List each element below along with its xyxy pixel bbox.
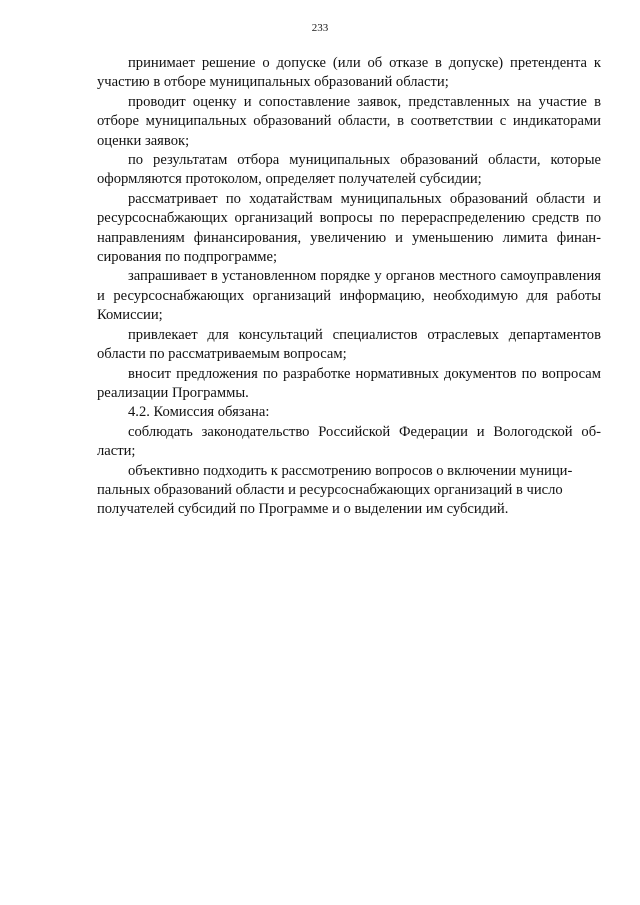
document-body (97, 54, 601, 520)
paragraph-funds-redistribution: рассматривает по ходатайствам муниципальных образований области и ресурсоснабжающих организаций вопросы по перераспределению средств по направлениям финансирования, увеличению и уменьшению лимита финансирования по подпрограмме; (97, 190, 601, 266)
paragraph-information-request: запрашивает в установленном порядке у органов местного самоуправления и ресурсоснабжающих организаций информацию, необходимую для работы Комиссии; (97, 268, 601, 324)
paragraph-subsidy-recipients: по результатам отбора муниципальных образований области, которые оформляются протоколом, определяет получателей субсидии; (97, 152, 601, 188)
paragraph-admission-decision: принимает решение о допуске (или об отказе в допуске) претендента к участию в отборе муниципальных образований области; (97, 55, 601, 91)
paragraph-specialists-consultation: привлекает для консультаций специалистов отраслевых департаментов области по рассматриваемым вопросам; (97, 326, 601, 363)
paragraph-objective-consideration: объективно подходить к рассмотрению вопросов о включении муниципальных образований области и ресурсоснабжающих организаций в число получателей субсидий по Программе и о выделении им субсидий. (97, 462, 573, 518)
section-heading-commission-duties: 4.2. Комиссия обязана: (128, 404, 270, 421)
page-number: 233 (311, 22, 329, 34)
paragraph-application-evaluation: проводит оценку и сопоставление заявок, представленных на участие в отборе муниципальных образований области, в соответствии с индикаторами оценки заявок; (97, 93, 601, 149)
paragraph-normative-proposals: вносит предложения по разработке нормативных документов по вопросам реализации Программы. (97, 365, 601, 401)
paragraph-observe-legislation: соблюдать законодательство Российской Федерации и Вологодской области; (97, 423, 601, 460)
